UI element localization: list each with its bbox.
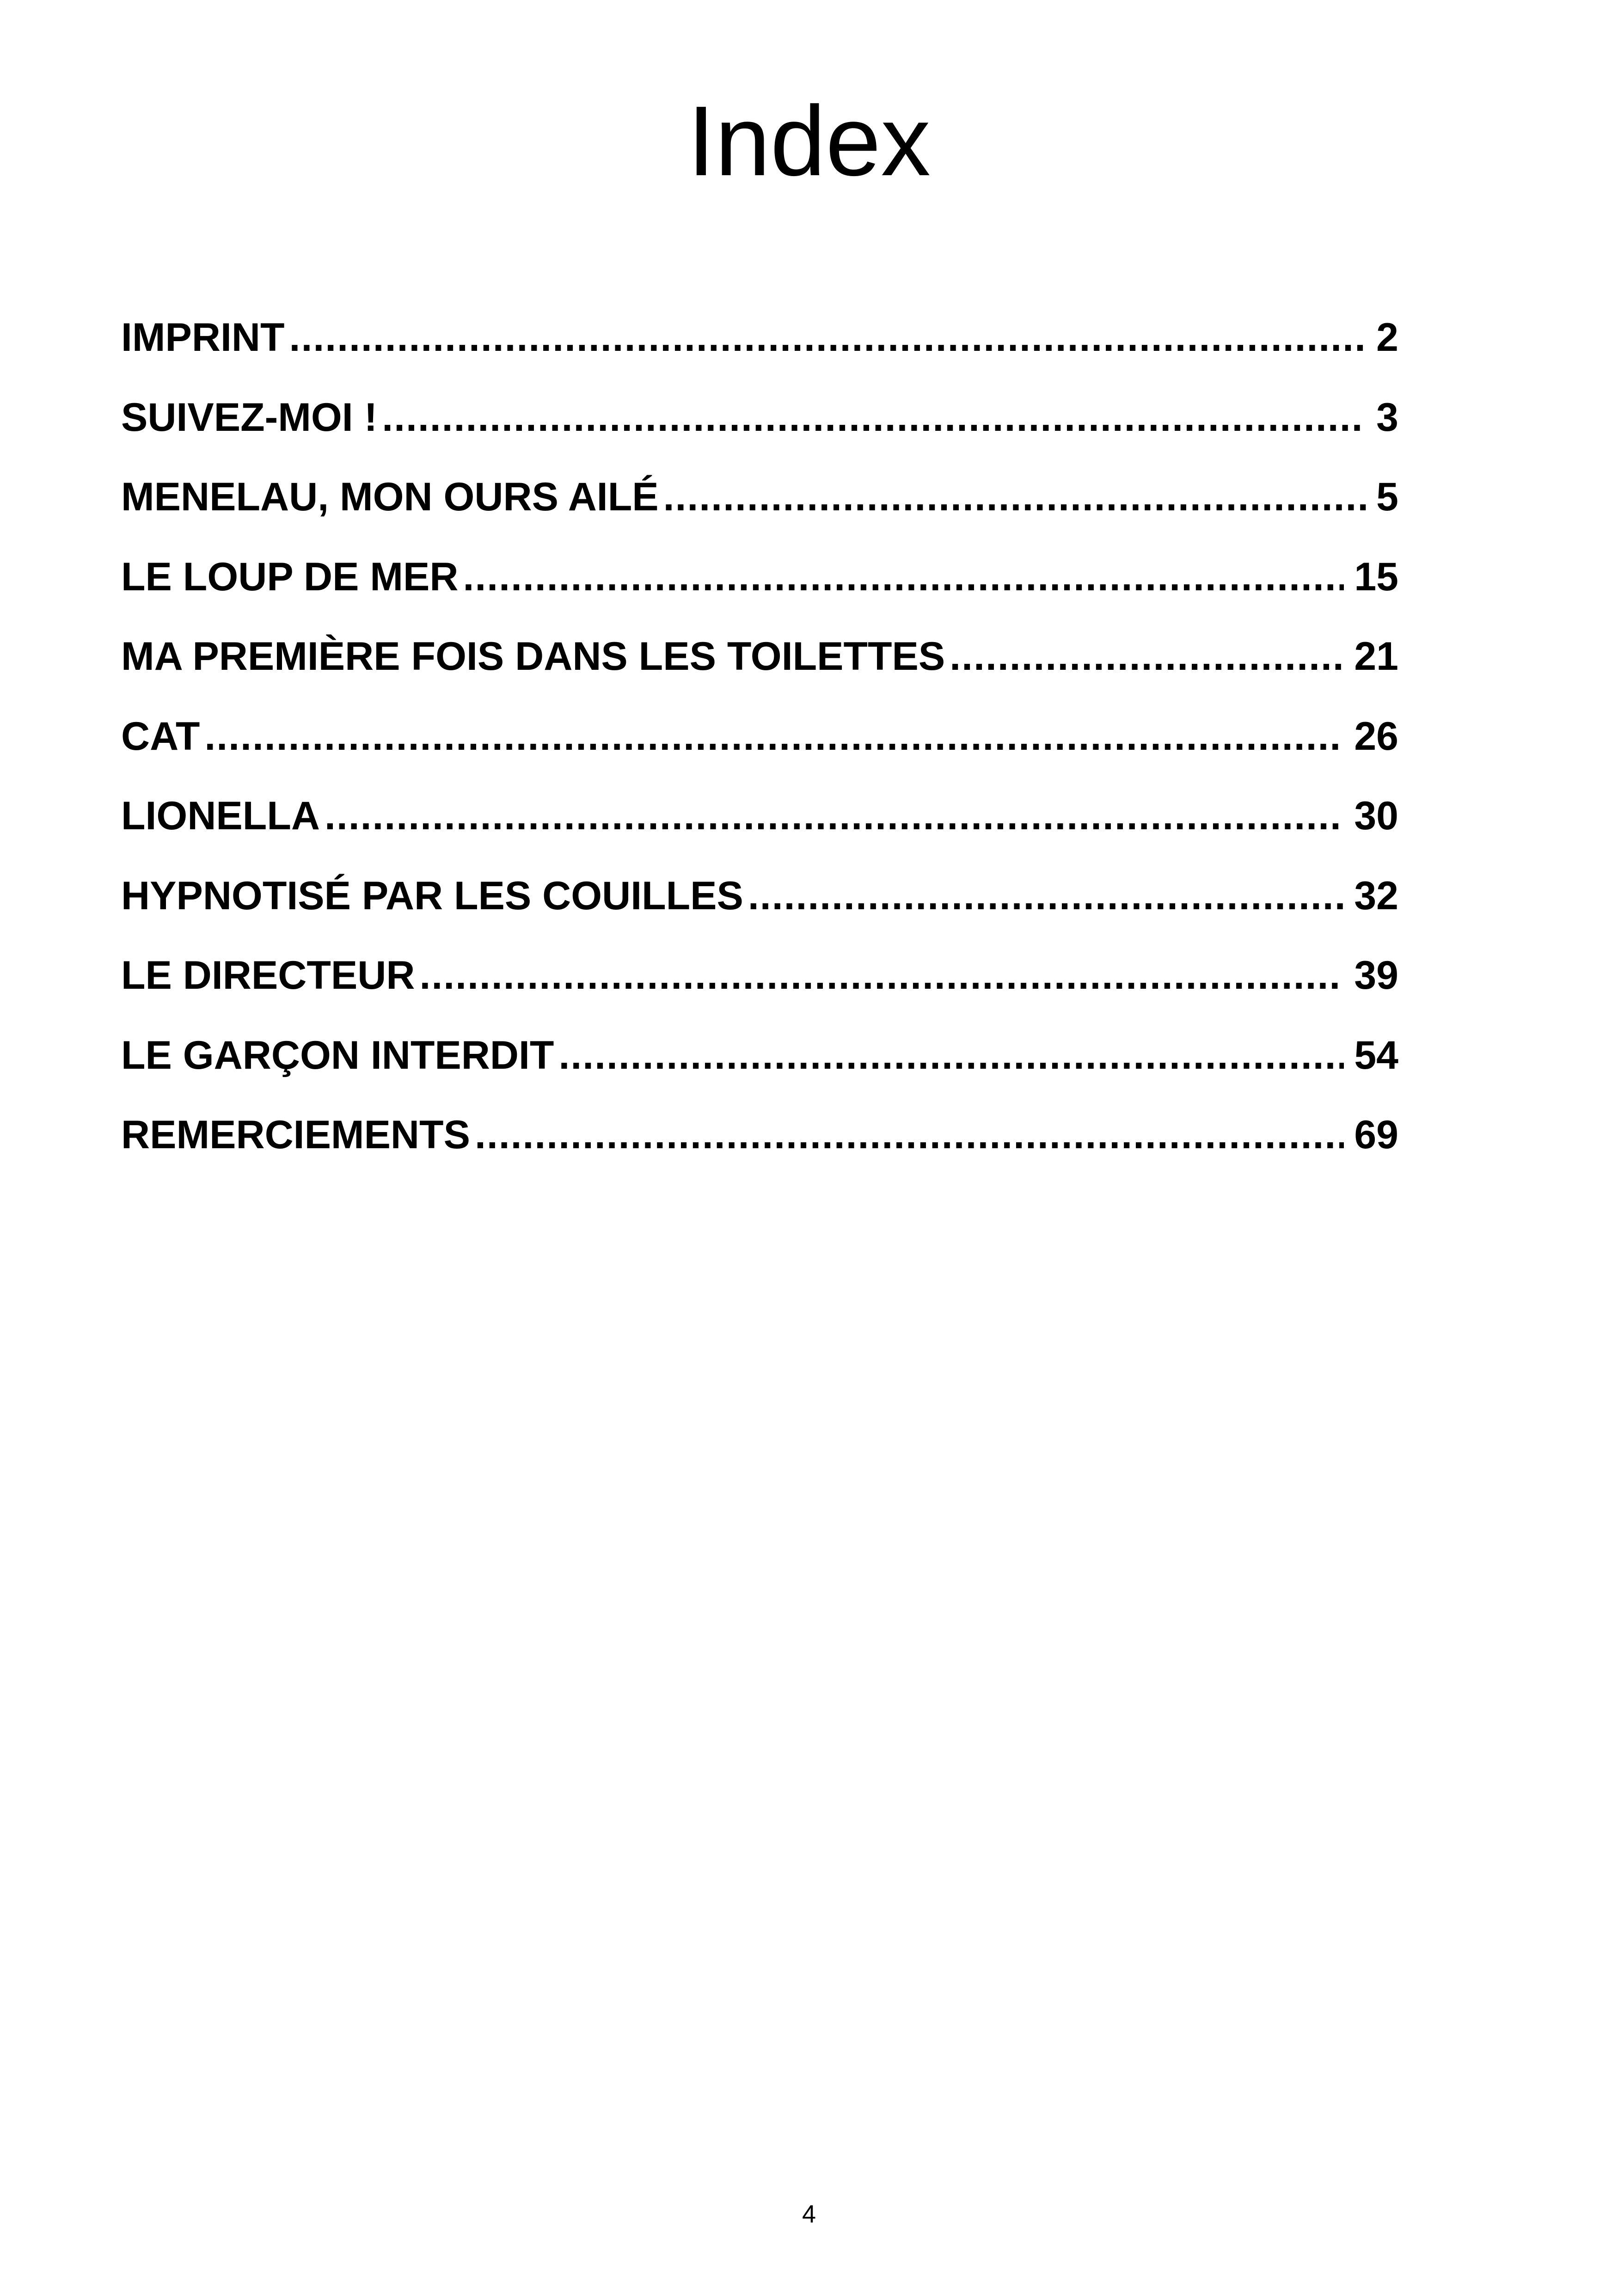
dot-leader — [382, 385, 1366, 450]
toc-entry-page: 15 — [1354, 554, 1398, 599]
toc-entry-title: HYPNOTISÉ PAR LES COUILLES — [121, 873, 743, 918]
toc-entry-le-directeur[interactable] — [121, 943, 1398, 1023]
dot-leader — [325, 784, 1344, 848]
toc-entry-suivez-moi[interactable] — [121, 385, 1398, 465]
toc-entry-ma-premiere-fois[interactable] — [121, 624, 1398, 704]
toc-entry-page: 39 — [1354, 953, 1398, 998]
dot-leader — [289, 305, 1367, 370]
toc-entry-title: IMPRINT — [121, 315, 285, 360]
page-number: 4 — [802, 2200, 816, 2228]
toc-entry-imprint[interactable] — [121, 305, 1398, 385]
toc-entry-title: REMERCIEMENTS — [121, 1113, 470, 1157]
toc-entry-lionella[interactable] — [121, 784, 1398, 863]
toc-entry-page: 26 — [1354, 714, 1398, 759]
toc-entry-page: 5 — [1376, 475, 1398, 519]
toc-entry-page: 21 — [1354, 634, 1398, 679]
toc-entry-title: LIONELLA — [121, 794, 320, 838]
toc-entry-remerciements[interactable] — [121, 1102, 1398, 1182]
dot-leader — [475, 1102, 1344, 1167]
dot-leader — [419, 943, 1344, 1008]
page-title: Index — [687, 85, 931, 196]
dot-leader — [950, 624, 1344, 689]
toc-entry-le-loup-de-mer[interactable] — [121, 545, 1398, 625]
dot-leader — [463, 545, 1344, 609]
toc-entry-title: CAT — [121, 714, 200, 759]
toc-entry-menelau[interactable] — [121, 465, 1398, 545]
toc-entry-le-garcon-interdit[interactable] — [121, 1023, 1398, 1103]
dot-leader — [204, 704, 1344, 769]
toc-entry-title: LE GARÇON INTERDIT — [121, 1033, 554, 1078]
dot-leader — [663, 465, 1367, 529]
toc-entry-page: 32 — [1354, 873, 1398, 918]
toc-entry-page: 3 — [1376, 395, 1398, 440]
toc-entry-title: MENELAU, MON OURS AILÉ — [121, 475, 659, 519]
dot-leader — [748, 863, 1344, 928]
toc-entry-page: 54 — [1354, 1033, 1398, 1078]
dot-leader — [558, 1023, 1344, 1088]
toc-entry-title: MA PREMIÈRE FOIS DANS LES TOILETTES — [121, 634, 945, 679]
toc-entry-title: LE DIRECTEUR — [121, 953, 415, 998]
table-of-contents — [121, 305, 1398, 1182]
toc-entry-page: 30 — [1354, 794, 1398, 838]
toc-entry-page: 69 — [1354, 1113, 1398, 1157]
toc-entry-page: 2 — [1376, 315, 1398, 360]
toc-entry-cat[interactable] — [121, 704, 1398, 784]
toc-entry-hypnotise[interactable] — [121, 863, 1398, 943]
toc-entry-title: SUIVEZ-MOI ! — [121, 395, 378, 440]
toc-entry-title: LE LOUP DE MER — [121, 554, 459, 599]
